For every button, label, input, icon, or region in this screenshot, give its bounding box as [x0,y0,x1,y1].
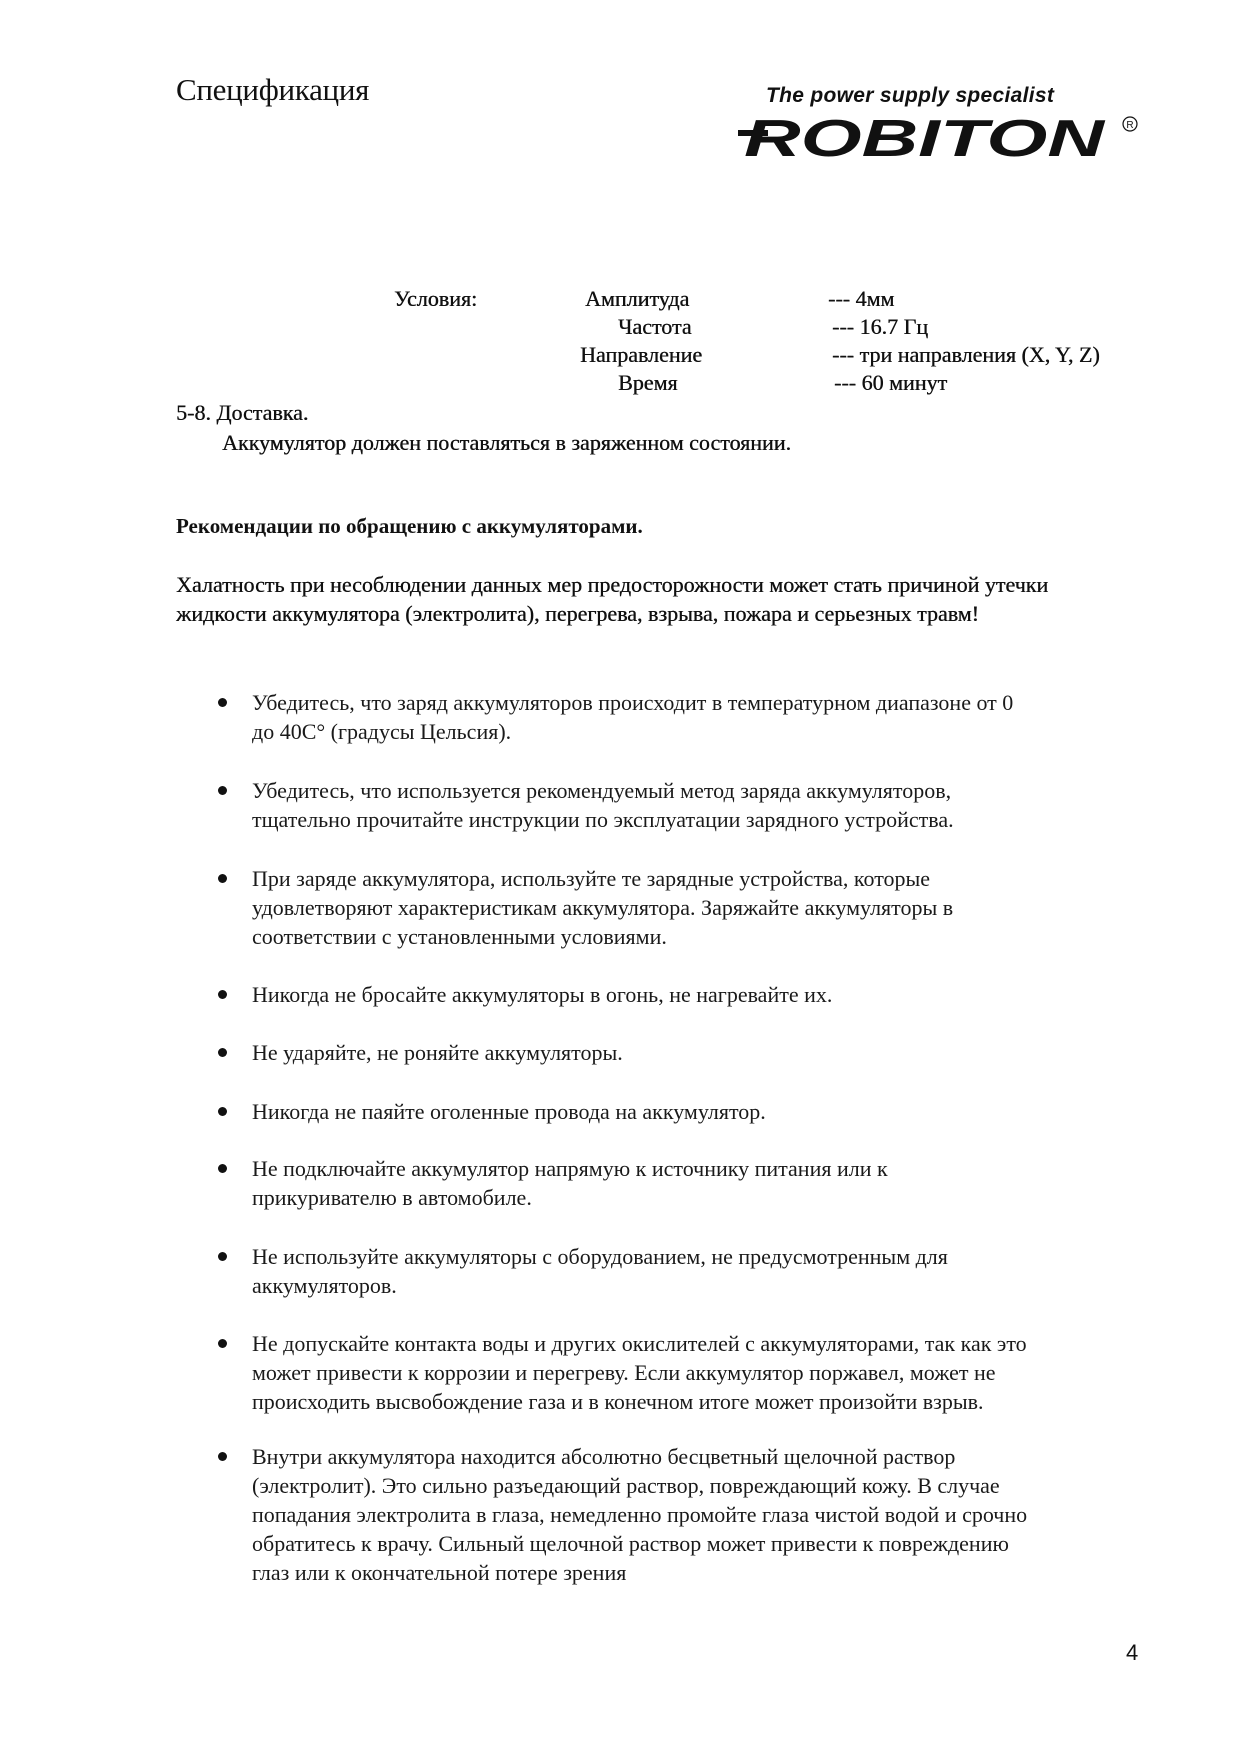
list-item-text: Убедитесь, что заряд аккумуляторов происходит в температурном диапазоне от 0 до 40С° (градусы Цельсия). [252,690,1014,744]
bullet-icon [218,1107,227,1116]
list-item-text: Не используйте аккумуляторы с оборудованием, не предусмотренным для аккумуляторов. [252,1244,948,1298]
list-item-text: Не допускайте контакта воды и других окислителей с аккумуляторами, так как это может привести к коррозии и перегреву. Если аккумулятор поржавел, может не происходить высвобождение газа и в конечном итоге может произойти взрыв. [252,1331,1027,1414]
registered-mark: R [1126,120,1134,131]
logo-tagline: The power supply specialist [766,84,1055,107]
recommendations-title: Рекомендации по обращению с аккумуляторами. [176,514,643,538]
bullet-icon [218,990,227,999]
list-item-text: Никогда не бросайте аккумуляторы в огонь, не нагревайте их. [252,982,833,1007]
list-item-text: Внутри аккумулятора находится абсолютно бесцветный щелочной раствор (электролит). Это сильно разъедающий раствор, повреждающий кожу. В случае попадания электролита в глаза, немедленно промойте глаза чистой водой и срочно обратитесь к врачу. Сильный щелочной раствор может привести к повреждению глаз или к окончательной потере зрения [252,1444,1028,1585]
list-item-text: При заряде аккумулятора, используйте те зарядные устройства, которые удовлетворяют характеристикам аккумулятора. Заряжайте аккумуляторы в соответствии с установленными условиями. [252,866,954,949]
bullet-icon [218,1252,227,1261]
warning-paragraph: Халатность при несоблюдении данных мер предосторожности может стать причиной утечки жидкости аккумулятора (электролита), перегрева, взрыва, пожара и серьезных травм! [176,572,1049,626]
bullet-icon [218,1164,227,1173]
logo-brand: ROBITON [744,112,1107,168]
condition-value: --- 4мм [828,286,895,311]
delivery-text: Аккумулятор должен поставляться в заряженном состоянии. [222,430,791,455]
list-item-text: Убедитесь, что используется рекомендуемый метод заряда аккумуляторов, тщательно прочитайте инструкции по эксплуатации зарядного устройства. [252,778,954,832]
bullet-icon [218,1339,227,1348]
page-number: 4 [1126,1640,1139,1665]
bullet-icon [218,874,227,883]
condition-value: --- 60 минут [834,370,948,395]
list-item-text: Никогда не паяйте оголенные провода на аккумулятор. [252,1099,766,1124]
condition-value: --- 16.7 Гц [832,314,928,339]
list-item-text: Не подключайте аккумулятор напрямую к источнику питания или к прикуривателю в автомобиле. [252,1156,888,1210]
condition-param: Время [618,370,678,395]
bullet-icon [218,698,227,707]
bullet-icon [218,786,227,795]
condition-value: --- три направления (X, Y, Z) [832,342,1100,367]
conditions-label: Условия: [394,286,478,311]
page-title: Спецификация [176,72,370,107]
bullet-icon [218,1048,227,1057]
delivery-heading: 5-8. Доставка. [176,400,309,425]
condition-param: Направление [580,342,703,367]
list-item-text: Не ударяйте, не роняйте аккумуляторы. [252,1040,623,1065]
condition-param: Частота [618,314,692,339]
bullet-icon [218,1452,227,1461]
condition-param: Амплитуда [585,286,690,311]
